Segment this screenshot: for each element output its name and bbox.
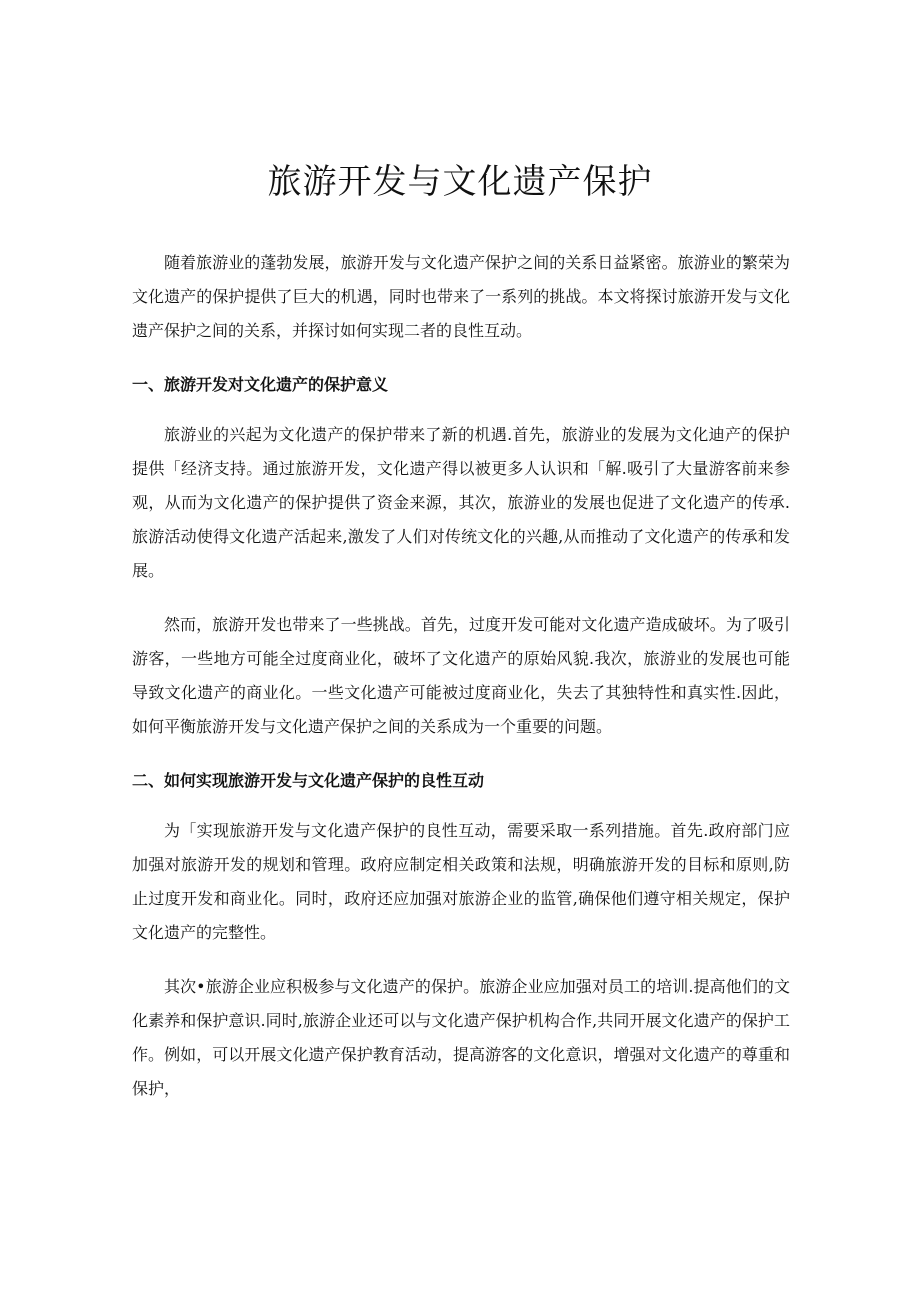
section-1-heading: 一、旅游开发对文化遗产的保护意义 (132, 375, 389, 394)
section-2-heading: 二、如何实现旅游开发与文化遗产保护的良性互动 (132, 771, 485, 790)
section-1-paragraph-1: 旅游业的兴起为文化遗产的保护带来了新的机遇.首先，旅游业的发展为文化迪产的保护提供「经济支持。通过旅游开发，文化遗产得以被更多人认识和「解.吸引了大量游客前来参观，从而为文化遗产的保护提供了资金来源，其次，旅游业的发展也促进了文化遗产的传承.旅游活动使得文化遗产活起来,激发了人们对传统文化的兴趣,从而推动了文化遗产的传承和发展。 (132, 425, 790, 580)
section-1-paragraph-2: 然而，旅游开发也带来了一些挑战。首先，过度开发可能对文化遗产造成破坏。为了吸引游客，一些地方可能全过度商业化，破坏了文化遗产的原始风貌.我次，旅游业的发展也可能导致文化遗产的商业化。一些文化遗产可能被过度商业化，失去了其独特性和真实性.因此，如何平衡旅游开发与文化遗产保护之间的关系成为一个重要的问题。 (132, 615, 790, 736)
section-2-paragraph-1: 为「实现旅游开发与文化遗产保护的良性互动，需要采取一系列措施。首先.政府部门应加强对旅游开发的规划和管理。政府应制定相关政策和法规，明确旅游开发的目标和原则,防止过度开发和商业化。同时，政府还应加强对旅游企业的监管,确保他们遵守相关规定，保护文化遗产的完整性。 (132, 821, 790, 942)
document-title: 旅游开发与文化遗产保护 (267, 162, 653, 202)
document-body (132, 246, 790, 1126)
section-2-paragraph-2: 其次•旅游企业应积极参与文化遗产的保护。旅游企业应加强对员工的培训.提高他们的文化素养和保护意识.同时,旅游企业还可以与文化遗产保护机构合作,共同开展文化遗产的保护工作。例如，可以开展文化遗产保护教育活动，提高游客的文化意识，增强对文化遗产的尊重和保护， (132, 977, 790, 1098)
intro-paragraph: 随着旅游业的蓬勃发展，旅游开发与文化遗产保护之间的关系日益紧密。旅游业的繁荣为文化遗产的保护提供了巨大的机遇，同时也带来了一系列的挑战。本文将探讨旅游开发与文化遗产保护之间的关系，并探讨如何实现二者的良性互动。 (132, 253, 790, 340)
